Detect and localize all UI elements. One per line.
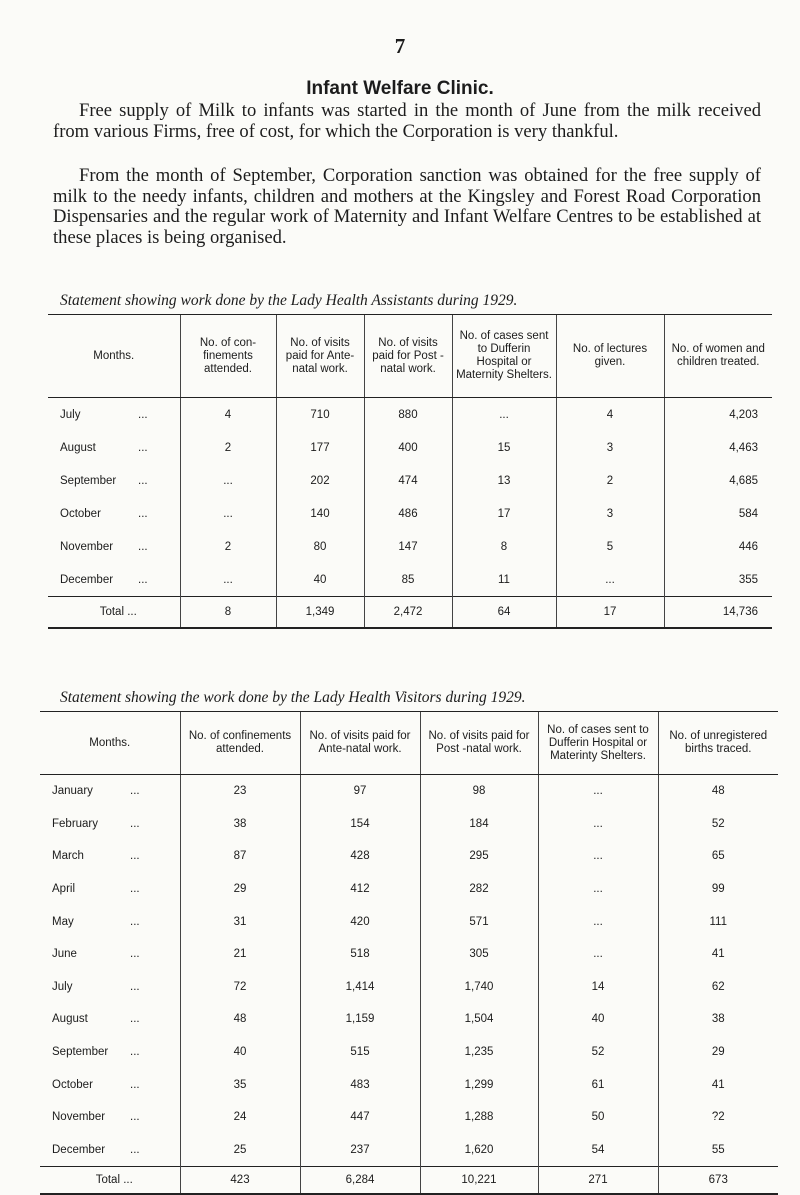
value-cell: 15 <box>452 431 556 464</box>
value-cell: 52 <box>658 808 778 841</box>
value-cell: 21 <box>180 938 300 971</box>
paragraph-corporation-sanction: From the month of September, Corporation sanction was obtained for the free supply of milk to the needy infants, children and mothers at the Kingsley and Forest Road Corporation Dispensaries and the regular work of Maternity and Infant Welfare Centres to be established at these places is being organised. <box>53 165 761 248</box>
value-cell: 483 <box>300 1068 420 1101</box>
header-ante-natal: No. of visits paid for Ante-natal work. <box>300 712 420 775</box>
leader-dots: ... <box>138 573 148 586</box>
leader-dots: ... <box>138 474 148 487</box>
header-confinements: No. of con-finements attended. <box>180 315 276 398</box>
month-label: April <box>52 883 76 896</box>
month-label: August <box>52 1013 88 1026</box>
table-row <box>48 464 772 497</box>
value-cell: 282 <box>420 873 538 906</box>
value-cell: 4,685 <box>664 464 772 497</box>
total-label: Total <box>99 606 124 618</box>
value-cell: 40 <box>276 563 364 597</box>
table-row <box>40 1068 778 1101</box>
value-cell: 412 <box>300 873 420 906</box>
value-cell: 147 <box>364 530 452 563</box>
month-cell <box>40 873 180 906</box>
paragraph-milk-supply: Free supply of Milk to infants was started in the month of June from the milk received from various Firms, free of cost, for which the Corporation is very thankful. <box>53 100 761 142</box>
value-cell: 14 <box>538 971 658 1004</box>
month-cell <box>40 905 180 938</box>
value-cell: ... <box>452 398 556 432</box>
table-row <box>40 971 778 1004</box>
month-label: July <box>52 980 73 993</box>
value-cell: ... <box>538 808 658 841</box>
month-cell <box>48 530 180 563</box>
value-cell: ... <box>180 464 276 497</box>
leader-dots: ... <box>127 606 137 618</box>
value-cell: 355 <box>664 563 772 597</box>
lady-health-assistants-table <box>48 314 772 629</box>
value-cell: 8 <box>452 530 556 563</box>
leader-dots: ... <box>130 785 140 798</box>
value-cell: 24 <box>180 1101 300 1134</box>
value-cell: 584 <box>664 497 772 530</box>
value-cell: 518 <box>300 938 420 971</box>
month-label: June <box>52 948 77 961</box>
value-cell: ... <box>538 840 658 873</box>
value-cell: 2 <box>180 431 276 464</box>
month-cell <box>48 464 180 497</box>
month-label: September <box>60 474 117 487</box>
month-label: May <box>52 915 74 928</box>
value-cell: 54 <box>538 1134 658 1167</box>
header-lectures: No. of lectures given. <box>556 315 664 398</box>
value-cell: 515 <box>300 1036 420 1069</box>
value-cell: 2 <box>556 464 664 497</box>
value-cell: 202 <box>276 464 364 497</box>
value-cell: 48 <box>180 1003 300 1036</box>
leader-dots: ... <box>130 1111 140 1124</box>
total-cell: 17 <box>556 597 664 629</box>
table-row <box>48 563 772 597</box>
month-label: September <box>52 1046 109 1059</box>
value-cell: 177 <box>276 431 364 464</box>
total-cell: 423 <box>180 1167 300 1195</box>
value-cell: 420 <box>300 905 420 938</box>
total-cell: 673 <box>658 1167 778 1195</box>
value-cell: 4,203 <box>664 398 772 432</box>
header-cases-sent: No. of cases sent to Dufferin Hospital or Materinty Shelters. <box>538 712 658 775</box>
value-cell: 29 <box>658 1036 778 1069</box>
value-cell: 184 <box>420 808 538 841</box>
value-cell: 29 <box>180 873 300 906</box>
header-women-children: No. of women and children treated. <box>664 315 772 398</box>
leader-dots: ... <box>130 915 140 928</box>
leader-dots: ... <box>130 817 140 830</box>
section-heading: Infant Welfare Clinic. <box>306 78 494 99</box>
leader-dots: ... <box>138 408 148 421</box>
month-cell <box>48 431 180 464</box>
month-cell <box>40 808 180 841</box>
value-cell: 52 <box>538 1036 658 1069</box>
value-cell: ... <box>180 563 276 597</box>
table2-caption: Statement showing the work done by the Lady Health Visitors during 1929. <box>60 689 526 706</box>
month-label: January <box>52 785 93 798</box>
month-label: October <box>52 1078 93 1091</box>
leader-dots: ... <box>130 850 140 863</box>
value-cell: 98 <box>420 775 538 808</box>
value-cell: 99 <box>658 873 778 906</box>
header-confinements: No. of confinements attended. <box>180 712 300 775</box>
table-row <box>40 775 778 808</box>
table-row <box>48 497 772 530</box>
table-row <box>48 398 772 432</box>
month-label: October <box>60 507 101 520</box>
value-cell: 446 <box>664 530 772 563</box>
header-unregistered-births: No. of unregistered births traced. <box>658 712 778 775</box>
value-cell: 1,299 <box>420 1068 538 1101</box>
leader-dots: ... <box>130 1013 140 1026</box>
leader-dots: ... <box>138 540 148 553</box>
month-cell <box>40 775 180 808</box>
header-ante-natal: No. of visits paid for Ante-natal work. <box>276 315 364 398</box>
value-cell: 428 <box>300 840 420 873</box>
value-cell: 11 <box>452 563 556 597</box>
value-cell: 447 <box>300 1101 420 1134</box>
total-cell: 8 <box>180 597 276 629</box>
month-label: November <box>60 540 114 553</box>
month-cell <box>40 840 180 873</box>
month-cell <box>48 497 180 530</box>
leader-dots: ... <box>130 1078 140 1091</box>
header-months: Months. <box>48 315 180 398</box>
total-row <box>40 1167 778 1195</box>
value-cell: ... <box>538 775 658 808</box>
table-row <box>40 873 778 906</box>
value-cell: 1,504 <box>420 1003 538 1036</box>
value-cell: 486 <box>364 497 452 530</box>
table-row <box>40 1101 778 1134</box>
value-cell: 55 <box>658 1134 778 1167</box>
month-cell <box>48 563 180 597</box>
page-number: 7 <box>394 34 406 58</box>
table-row <box>40 1003 778 1036</box>
value-cell: 4 <box>556 398 664 432</box>
value-cell: 61 <box>538 1068 658 1101</box>
total-label-cell <box>48 597 180 629</box>
table-row <box>40 1036 778 1069</box>
value-cell: ... <box>538 905 658 938</box>
table-row <box>40 938 778 971</box>
value-cell: 85 <box>364 563 452 597</box>
table-header-row <box>48 315 772 398</box>
value-cell: 1,235 <box>420 1036 538 1069</box>
header-post-natal: No. of visits paid for Post -natal work. <box>420 712 538 775</box>
value-cell: 17 <box>452 497 556 530</box>
month-cell <box>40 1003 180 1036</box>
value-cell: 13 <box>452 464 556 497</box>
lady-health-visitors-table <box>40 711 778 1195</box>
value-cell: 880 <box>364 398 452 432</box>
table-row <box>40 808 778 841</box>
leader-dots: ... <box>130 948 140 961</box>
total-row <box>48 597 772 629</box>
table-row <box>40 905 778 938</box>
value-cell: ... <box>180 497 276 530</box>
value-cell: 50 <box>538 1101 658 1134</box>
value-cell: 4 <box>180 398 276 432</box>
value-cell: 38 <box>658 1003 778 1036</box>
leader-dots: ... <box>130 1046 140 1059</box>
month-label: February <box>52 817 99 830</box>
value-cell: 62 <box>658 971 778 1004</box>
month-label: November <box>52 1111 106 1124</box>
month-label: August <box>60 441 96 454</box>
value-cell: 111 <box>658 905 778 938</box>
total-label-cell <box>40 1167 180 1195</box>
month-label: March <box>52 850 84 863</box>
value-cell: 97 <box>300 775 420 808</box>
header-cases-sent: No. of cases sent to Dufferin Hospital or Maternity Shelters. <box>452 315 556 398</box>
month-cell <box>40 1036 180 1069</box>
total-cell: 64 <box>452 597 556 629</box>
value-cell: 5 <box>556 530 664 563</box>
value-cell: 65 <box>658 840 778 873</box>
value-cell: ... <box>538 938 658 971</box>
value-cell: ... <box>556 563 664 597</box>
total-cell: 14,736 <box>664 597 772 629</box>
value-cell: 1,414 <box>300 971 420 1004</box>
value-cell: 1,620 <box>420 1134 538 1167</box>
value-cell: 710 <box>276 398 364 432</box>
value-cell: 23 <box>180 775 300 808</box>
month-label: December <box>60 573 114 586</box>
table-row <box>48 530 772 563</box>
value-cell: 72 <box>180 971 300 1004</box>
table1-caption: Statement showing work done by the Lady Health Assistants during 1929. <box>60 292 518 309</box>
value-cell: 295 <box>420 840 538 873</box>
value-cell: 1,159 <box>300 1003 420 1036</box>
value-cell: 571 <box>420 905 538 938</box>
value-cell: 25 <box>180 1134 300 1167</box>
total-cell: 6,284 <box>300 1167 420 1195</box>
value-cell: 474 <box>364 464 452 497</box>
leader-dots: ... <box>130 1143 140 1156</box>
total-cell: 10,221 <box>420 1167 538 1195</box>
value-cell: 4,463 <box>664 431 772 464</box>
value-cell: 154 <box>300 808 420 841</box>
month-cell <box>40 1068 180 1101</box>
month-label: July <box>60 408 81 421</box>
total-label: Total <box>95 1174 120 1187</box>
value-cell: 2 <box>180 530 276 563</box>
value-cell: 400 <box>364 431 452 464</box>
value-cell: 1,288 <box>420 1101 538 1134</box>
leader-dots: ... <box>138 507 148 520</box>
value-cell: 31 <box>180 905 300 938</box>
value-cell: 87 <box>180 840 300 873</box>
value-cell: 80 <box>276 530 364 563</box>
month-cell <box>40 971 180 1004</box>
month-cell <box>48 398 180 432</box>
value-cell: 140 <box>276 497 364 530</box>
value-cell: 38 <box>180 808 300 841</box>
value-cell: 48 <box>658 775 778 808</box>
value-cell: 41 <box>658 938 778 971</box>
leader-dots: ... <box>138 441 148 454</box>
month-cell <box>40 1101 180 1134</box>
table-row <box>40 1134 778 1167</box>
total-cell: 2,472 <box>364 597 452 629</box>
total-cell: 1,349 <box>276 597 364 629</box>
leader-dots: ... <box>123 1174 133 1187</box>
header-post-natal: No. of visits paid for Post -natal work. <box>364 315 452 398</box>
table-row <box>48 431 772 464</box>
value-cell: 41 <box>658 1068 778 1101</box>
value-cell: 40 <box>180 1036 300 1069</box>
value-cell: 1,740 <box>420 971 538 1004</box>
value-cell: 40 <box>538 1003 658 1036</box>
value-cell: 3 <box>556 497 664 530</box>
value-cell: 237 <box>300 1134 420 1167</box>
leader-dots: ... <box>130 883 140 896</box>
value-cell: ... <box>538 873 658 906</box>
month-label: December <box>52 1143 106 1156</box>
total-cell: 271 <box>538 1167 658 1195</box>
table-row <box>40 840 778 873</box>
value-cell: 305 <box>420 938 538 971</box>
month-cell <box>40 1134 180 1167</box>
month-cell <box>40 938 180 971</box>
value-cell: 35 <box>180 1068 300 1101</box>
value-cell: 3 <box>556 431 664 464</box>
table-header-row <box>40 712 778 775</box>
header-months: Months. <box>40 712 180 775</box>
value-cell: ?2 <box>658 1101 778 1134</box>
leader-dots: ... <box>130 980 140 993</box>
